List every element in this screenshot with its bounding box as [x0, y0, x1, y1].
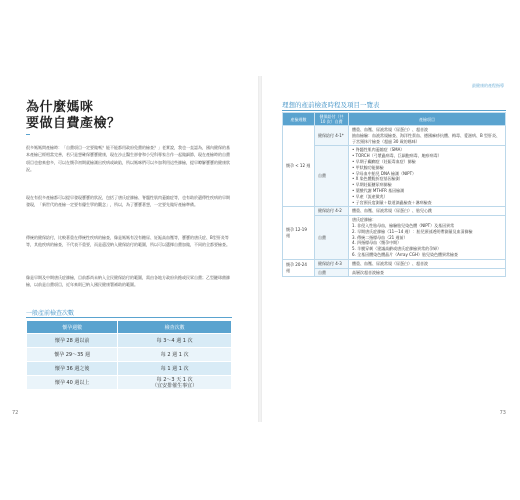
title-divider — [282, 110, 506, 111]
cell-period: 懷孕 12-19 週 — [283, 207, 315, 259]
table-row — [283, 126, 506, 146]
schedule-title: 理想的產前檢查時程及項目一覽表 — [282, 101, 380, 109]
item-line: • TORCH（弓漿蟲病毒、巨細胞病毒、皰疹病毒） — [352, 153, 502, 159]
item-line: 體重、血壓、尿液常規（尿蛋白）、超音波 — [352, 127, 428, 132]
paragraph-1: 很多媽媽問產檢時：「自費項目一定要做嗎？能不能都用政府免費的檢查？」老實說，我也一直認為，國內健保的基本產檢已經相當完善，若只是想確保寶寶健康，現在沙止醫生卻會和小兒科專家合作一起做細節，現在產檢時的自費項目也愈來愈多，可以在懷孕初期就檢測出疾病或缺陷，所以媽咪們可以多加利用這些篩檢，提早瞭解寶寶的健康狀況。 — [26, 145, 230, 173]
item-line: • 葉酸代謝 MTHFR 基因檢測 — [352, 188, 502, 194]
item-line: • 早期妊娠糖尿病篩檢 — [352, 182, 502, 188]
left-page — [0, 76, 258, 422]
cell-items — [349, 207, 506, 216]
cell-weeks: 懷孕 29～35 週 — [27, 348, 118, 362]
table-row — [283, 259, 506, 268]
table-row — [27, 334, 232, 348]
cell-count: 每 3～4 週 1 次 — [118, 334, 232, 348]
cell-items — [349, 146, 506, 207]
section-divider — [26, 317, 232, 318]
item-line: • 子宮頸長度測量＋陰道滴蟲檢查＋淋病檢查 — [352, 200, 502, 206]
running-head: 最健康的產程指導 — [472, 83, 504, 88]
page-number: 72 — [12, 410, 19, 416]
page-title — [26, 100, 121, 132]
cell-items — [349, 259, 506, 268]
header-coverage: 健保給付（共 10 次）自費 — [315, 113, 349, 126]
item-line: 5. 羊膜穿刺（建議高齡或唐氏症篩檢異常的孕婦） — [352, 246, 442, 252]
prenatal-schedule-table — [282, 112, 506, 277]
book-spread — [0, 76, 520, 422]
cell-coverage: 自費 — [315, 268, 349, 277]
item-list — [352, 261, 502, 267]
header-weeks: 懷孕週數 — [27, 321, 118, 334]
header-items: 產檢項目 — [349, 113, 506, 126]
title-accent — [26, 134, 30, 135]
table-row — [283, 207, 506, 216]
item-line: 體重、血壓、尿液常規（尿蛋白）、超音波 — [352, 260, 428, 266]
item-list — [352, 217, 502, 258]
cell-period: 懷孕 < 12 週 — [283, 126, 315, 207]
item-line: • 早產（流產徵兆） — [352, 194, 502, 200]
cell-count — [118, 376, 232, 390]
table-row — [27, 376, 232, 390]
item-list — [352, 127, 502, 144]
header-count: 檢查次數 — [118, 321, 232, 334]
item-list — [352, 208, 502, 214]
table-header-row — [27, 321, 232, 334]
item-list — [352, 270, 502, 276]
cell-count-note: （宜安排催生事宜） — [152, 382, 198, 389]
cell-count: 每 2 週 1 次 — [118, 348, 232, 362]
right-page — [262, 76, 520, 422]
cell-count-line: 每 2～3 天 1 次 — [156, 376, 193, 383]
section-heading: 一般產前檢查次數 — [26, 310, 75, 317]
cell-coverage: 自費 — [315, 216, 349, 260]
cell-coverage: 健保給付 4-1* — [315, 126, 349, 146]
checkup-frequency-table — [26, 320, 232, 390]
cell-coverage: 健保給付 4-2 — [315, 207, 349, 216]
item-line: 唐氏症篩檢： — [352, 217, 376, 223]
table-row — [283, 268, 506, 277]
item-line: 1. 非侵入性胎母血，檢驗胎兒染色體（NIPT）及基因異常 — [352, 222, 455, 228]
item-list — [352, 147, 502, 205]
table-row — [27, 348, 232, 362]
paragraph-2: 現在有很多產檢都可以提早發現寶寶的狀況，包括了唐氏症篩檢、脊髓性肌肉萎縮症等，也有助於遺傳性疾病的早期發現，「新世代的產檢一定要有優生學的觀念」，所以，為了寶寶著想，一定要先做好產檢準備。 — [26, 195, 230, 208]
cell-items — [349, 216, 506, 260]
table-row — [283, 146, 506, 207]
paragraph-4: 像是早期及中期唐氏症篩檢，目前都尚未納入全民健保給付的範圍，需由各地方政府負擔或民眾自費；乙型鏈球菌篩檢，以前是自費項目，近年來則已納入國民健康署補助的範圍。 — [26, 275, 230, 288]
item-line: 3. 傳統二指標母血（21 週前） — [352, 234, 408, 240]
schedule-body — [283, 126, 506, 277]
cell-period: 懷孕 20-24 週 — [283, 259, 315, 277]
item-line: 抽血檢驗：血液常規檢查、海洋性貧血、德國麻疹抗體、梅毒、愛滋病、B 型肝炎、子宮頸抹片檢查（超過 30 歲的媽咪） — [352, 132, 501, 144]
cell-weeks: 懷孕 28 週以前 — [27, 334, 118, 348]
item-line: • 早期子癲癇症（妊娠毒血症）篩檢 — [352, 159, 502, 165]
cell-coverage: 健保給付 4-3 — [315, 259, 349, 268]
item-line: 4. 四指標母血（懷孕中期） — [352, 240, 402, 246]
item-line: 高層次超音波檢查 — [352, 269, 384, 275]
item-line: 體重、血壓、尿液常規（尿蛋白）、胎兒心跳 — [352, 208, 432, 214]
table-header-row — [283, 113, 506, 126]
page-number: 73 — [499, 410, 506, 416]
table-row — [283, 216, 506, 260]
item-line: • 脊髓性肌肉萎縮症（SMA） — [352, 147, 502, 153]
cell-items — [349, 126, 506, 146]
item-line: • 甲狀腺功能篩檢 — [352, 165, 502, 171]
table-row — [27, 362, 232, 376]
cell-coverage: 自費 — [315, 146, 349, 207]
item-line: • X 染色體脆折症基因檢測 — [352, 176, 502, 182]
item-line: 2. 早期唐氏症篩檢（11～14 週）：胎兒頸部透明帶測量及血清篩檢 — [352, 228, 473, 234]
cell-count: 每 1 週 1 次 — [118, 362, 232, 376]
cell-items — [349, 268, 506, 277]
item-line: • 孕母血中胎兒 DNA 檢測（NIPT） — [352, 171, 502, 177]
title-line-1: 為什麼媽咪 — [26, 100, 94, 115]
header-period: 產檢週數 — [283, 113, 315, 126]
cell-weeks: 懷孕 36 週之後 — [27, 362, 118, 376]
paragraph-3: 傳統的健保給付，比較著重在傳統性疾病的檢查，像是媽媽有沒有糖尿、妊娠高血壓等，寶寶的唐氏症、B型肝炎等等，其他疾病的檢查，不代表不重要，而是還沒納入健保給付的範圍，所以可以選擇自費加做，不同的全都要檢查。 — [26, 235, 230, 248]
title-line-2: 要做自費產檢？ — [26, 116, 121, 131]
item-line: 6. 全基因體染色體晶片（Array CGH）胎兒染色體異常檢查 — [352, 251, 459, 257]
cell-weeks: 懷孕 40 週以上 — [27, 376, 118, 390]
